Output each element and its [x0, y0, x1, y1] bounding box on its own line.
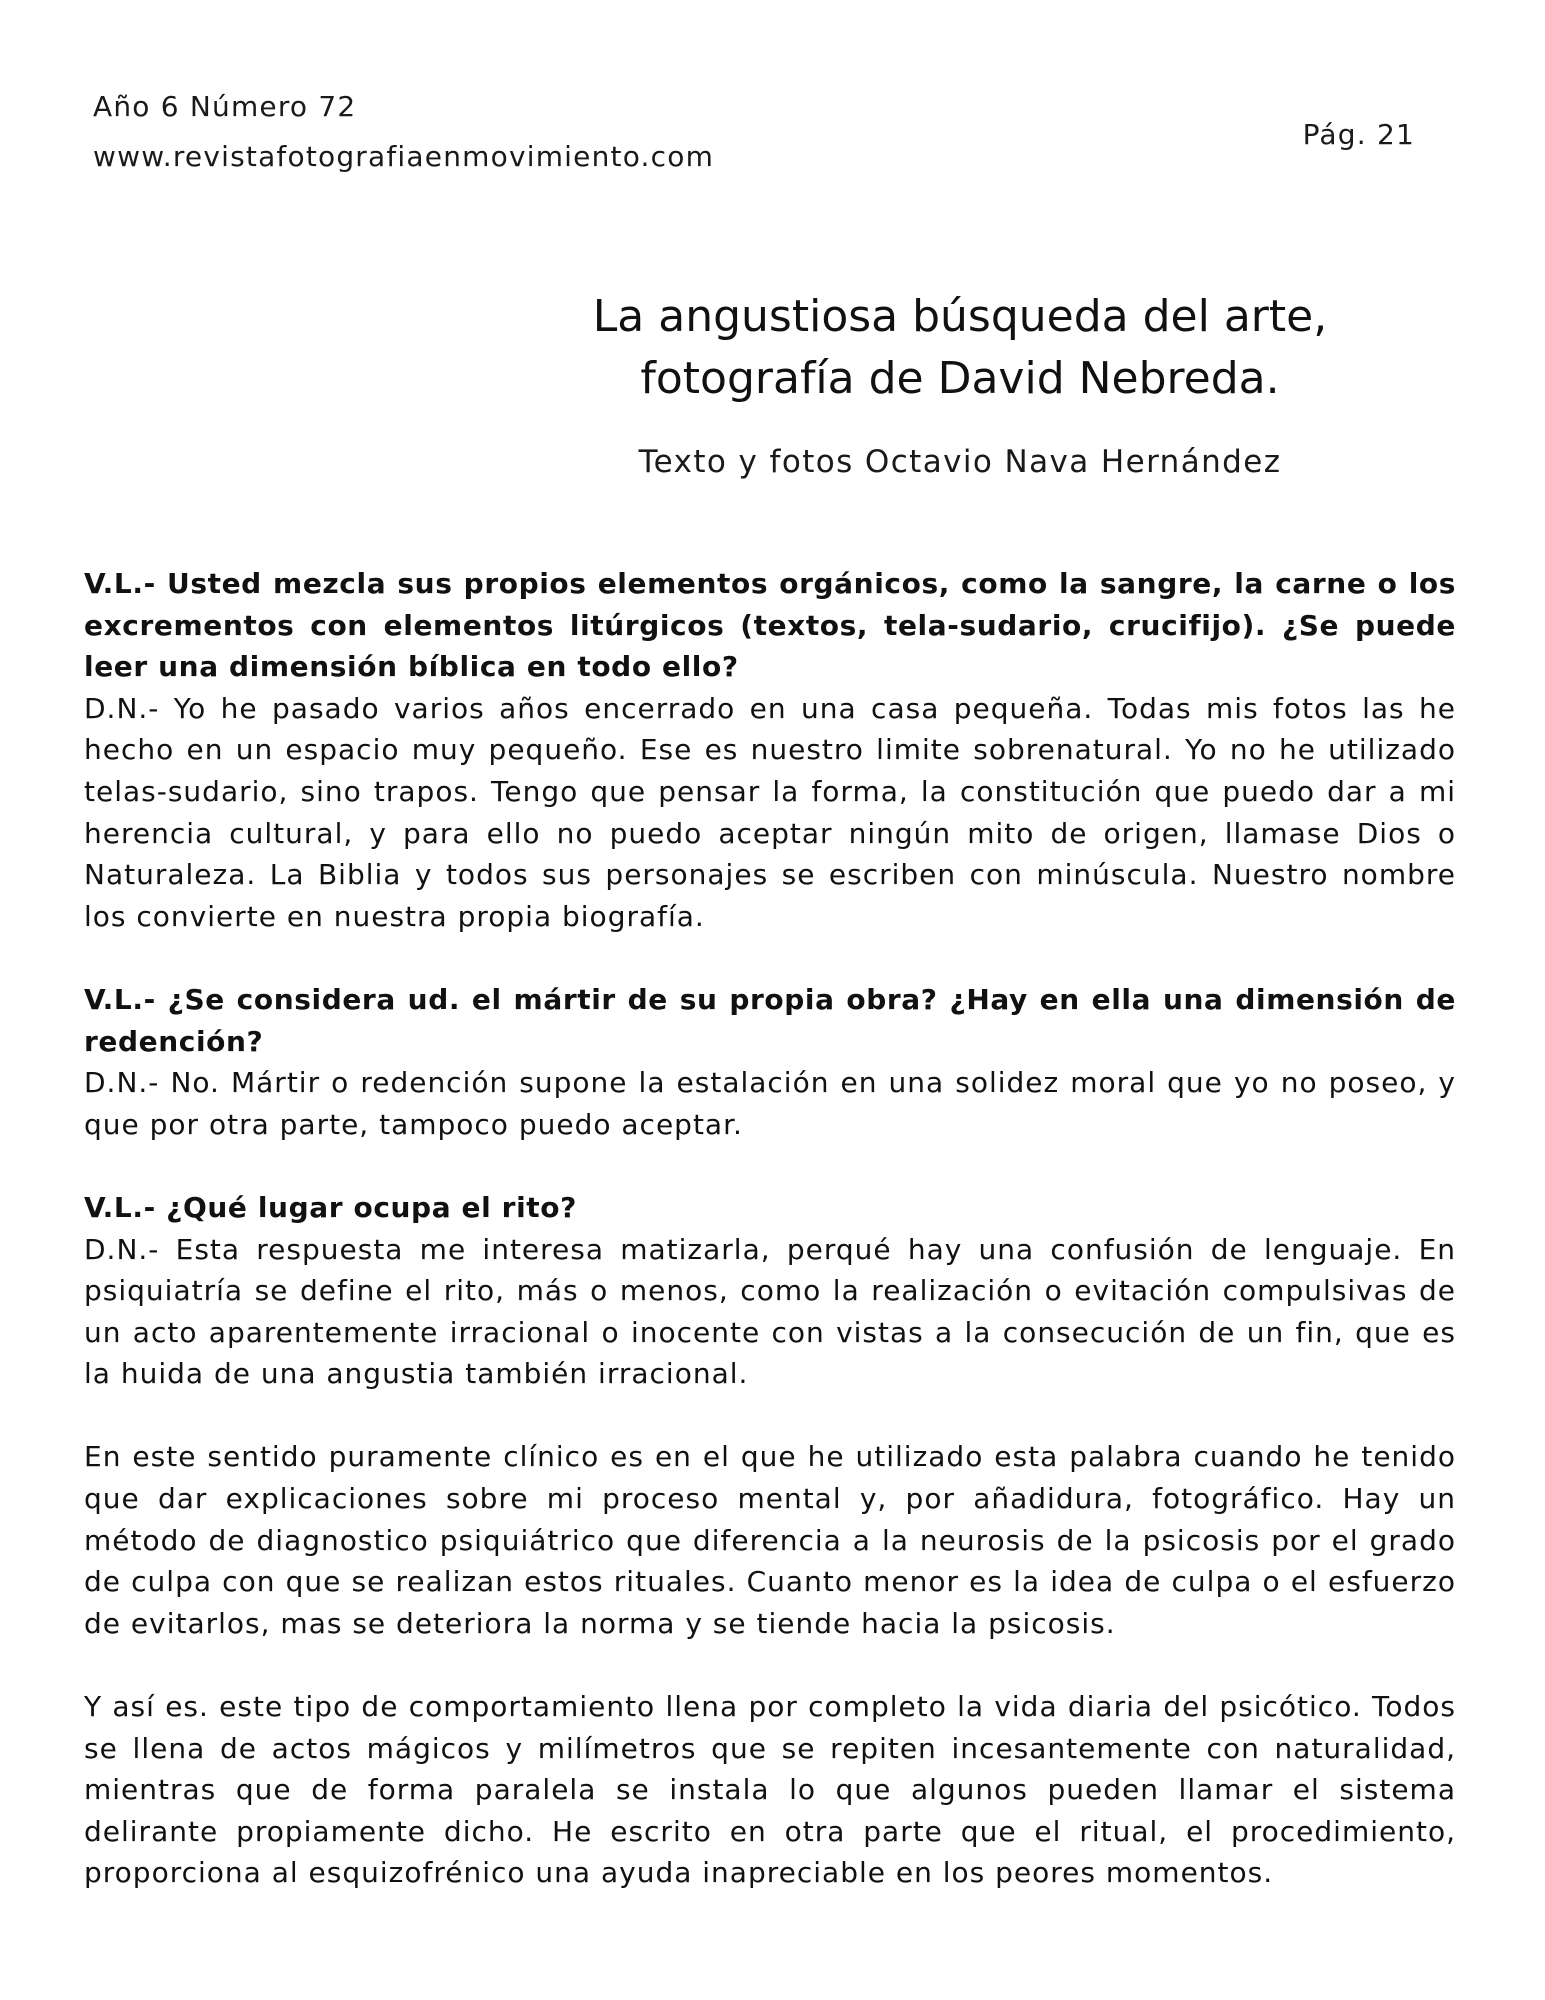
title-line-2: fotografía de David Nebreda.	[640, 353, 1280, 404]
interview-answer: D.N.- Esta respuesta me interesa matizarla, perqué hay una confusión de lenguaje. En psiquiatría se define el rito, más o menos, como la realización o evitación compulsivas de un acto aparentemente irracional o inocente con vistas a la consecución de un fin, que es la huida de una angustia también irracional.	[84, 1232, 1456, 1391]
interview-block	[84, 563, 1456, 937]
body-paragraph: En este sentido puramente clínico es en el que he utilizado esta palabra cuando he tenido que dar explicaciones sobre mi proceso mental y, por añadidura, fotográfico. Hay un método de diagnostico psiquiátrico que diferencia a la neurosis de la psicosis por el grado de culpa con que se realizan estos rituales. Cuanto menor es la idea de culpa o el esfuerzo de evitarlos, mas se deteriora la norma y se tiende hacia la psicosis.	[84, 1440, 1456, 1640]
interview-question: V.L.- ¿Se considera ud. el mártir de su propia obra? ¿Hay en ella una dimensión de redención?	[84, 982, 1456, 1058]
page-number: Pág. 21	[1302, 118, 1415, 151]
interview-question: V.L.- ¿Qué lugar ocupa el rito?	[84, 1190, 577, 1224]
article-header	[560, 286, 1360, 480]
article-body	[84, 563, 1456, 1936]
article-title	[560, 286, 1360, 410]
interview-answer: D.N.- Yo he pasado varios años encerrado en una casa pequeña. Todas mis fotos las he hecho en un espacio muy pequeño. Ese es nuestro limite sobrenatural. Yo no he utilizado telas-sudario, sino trapos. Tengo que pensar la forma, la constitución que puedo dar a mi herencia cultural, y para ello no puedo aceptar ningún mito de origen, llamase Dios o Naturaleza. La Biblia y todos sus personajes se escriben con minúscula. Nuestro nombre los convierte en nuestra propia biografía.	[84, 691, 1456, 933]
byline: Texto y fotos Octavio Nava Hernández	[638, 444, 1282, 480]
interview-block	[84, 1187, 1456, 1395]
body-paragraph-block	[84, 1436, 1456, 1644]
interview-block	[84, 979, 1456, 1145]
interview-question: V.L.- Usted mezcla sus propios elementos orgánicos, como la sangre, la carne o los excrementos con elementos litúrgicos (textos, tela-sudario, crucifijo). ¿Se puede leer una dimensión bíblica en todo ello?	[84, 567, 1456, 684]
website-url: www.revistafotografiaenmovimiento.com	[93, 140, 715, 173]
body-paragraph: Y así es. este tipo de comportamiento llena por completo la vida diaria del psicótico. Todos se llena de actos mágicos y milímetros que se repiten incesantemente con naturalidad, mientras que de forma paralela se instala lo que algunos pueden llamar el sistema delirante propiamente dicho. He escrito en otra parte que el ritual, el procedimiento, proporciona al esquizofrénico una ayuda inapreciable en los peores momentos.	[84, 1690, 1456, 1890]
body-paragraph-block	[84, 1686, 1456, 1894]
title-line-1: La angustiosa búsqueda del arte,	[592, 291, 1328, 342]
page-header	[93, 82, 714, 182]
issue-label: Año 6 Número 72	[93, 90, 357, 123]
interview-answer: D.N.- No. Mártir o redención supone la estalación en una solidez moral que yo no poseo, y que por otra parte, tampoco puedo aceptar.	[84, 1066, 1456, 1141]
